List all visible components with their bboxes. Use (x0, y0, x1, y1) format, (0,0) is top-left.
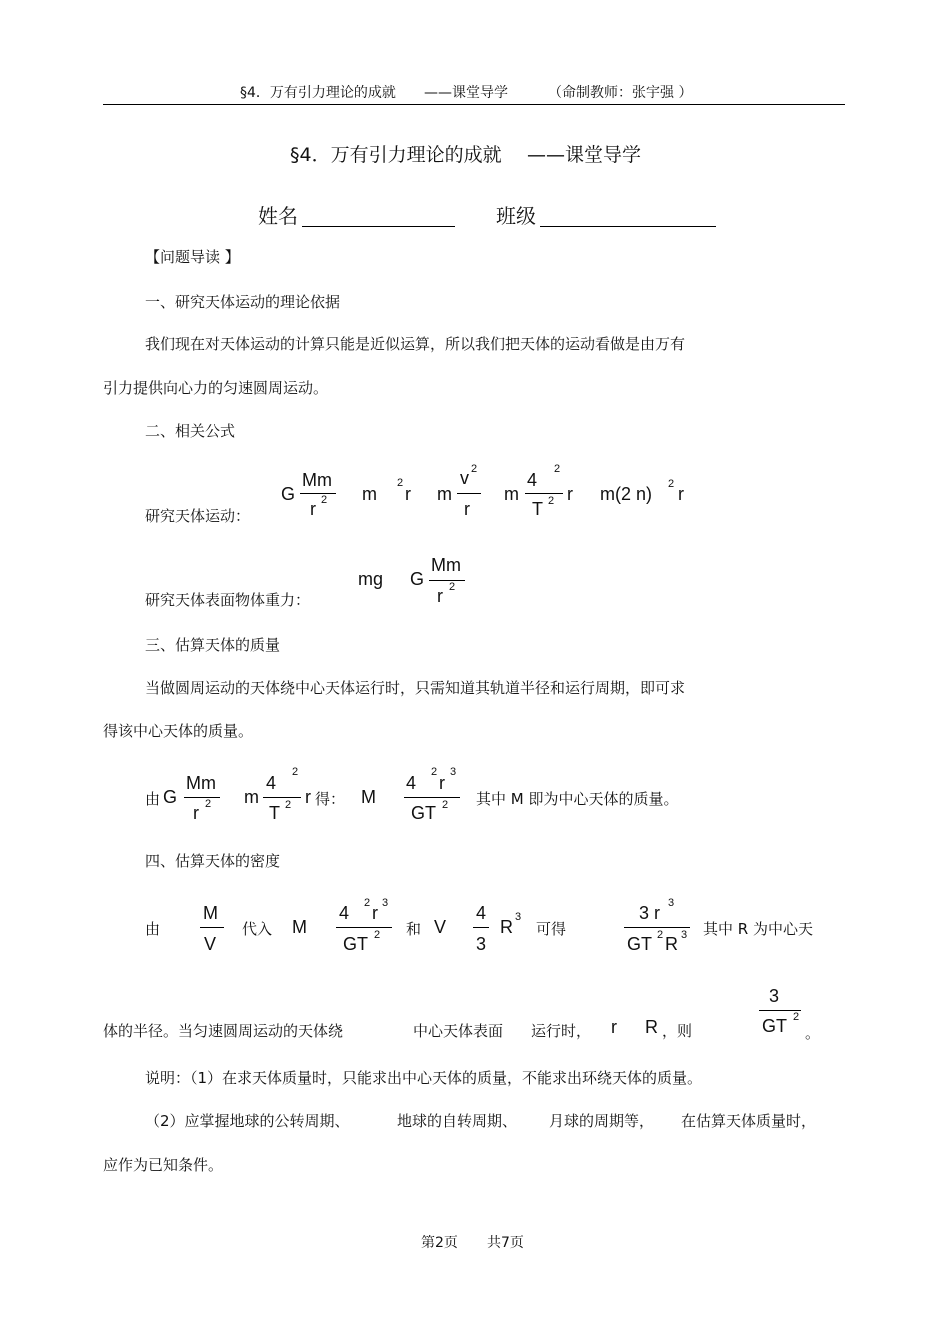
footer-total: 共7页 (487, 1235, 524, 1251)
s3-line2: 得该中心天体的质量。 (103, 722, 254, 740)
s4-heading: 四、估算天体的密度 (145, 852, 281, 870)
running-header-author: （命制教师：张宇强 ） (548, 85, 693, 101)
name-label: 姓名 (258, 204, 298, 228)
s1-heading: 一、研究天体运动的理论依据 (145, 293, 341, 311)
page-title: §4．万有引力理论的成就 (290, 144, 502, 166)
s2-heading: 二、相关公式 (145, 422, 236, 440)
name-field[interactable] (302, 226, 455, 227)
s1-line2: 引力提供向心力的匀速圆周运动。 (103, 379, 329, 397)
section-guide: 【问题导读 】 (145, 248, 240, 266)
footer-page: 第2页 (421, 1235, 458, 1251)
header-rule (103, 104, 845, 105)
s2-label-motion: 研究天体运动： (145, 507, 251, 525)
page-title-dash: ——课堂导学 (527, 144, 642, 166)
s1-line1: 我们现在对天体运动的计算只能是近似运算，所以我们把天体的运动看做是由万有 (145, 335, 686, 353)
class-label: 班级 (496, 204, 536, 228)
running-header-title: §4．万有引力理论的成就 (240, 85, 396, 101)
class-field[interactable] (540, 226, 716, 227)
note-1: 说明：（1）在求天体质量时，只能求出中心天体的质量，不能求出环绕天体的质量。 (145, 1069, 703, 1087)
running-header-dash: ——课堂导学 (424, 85, 508, 101)
s3-line1: 当做圆周运动的天体绕中心天体运行时，只需知道其轨道半径和运行周期，即可求 (145, 679, 686, 697)
s3-heading: 三、估算天体的质量 (145, 636, 281, 654)
s2-label-gravity: 研究天体表面物体重力： (145, 591, 311, 609)
